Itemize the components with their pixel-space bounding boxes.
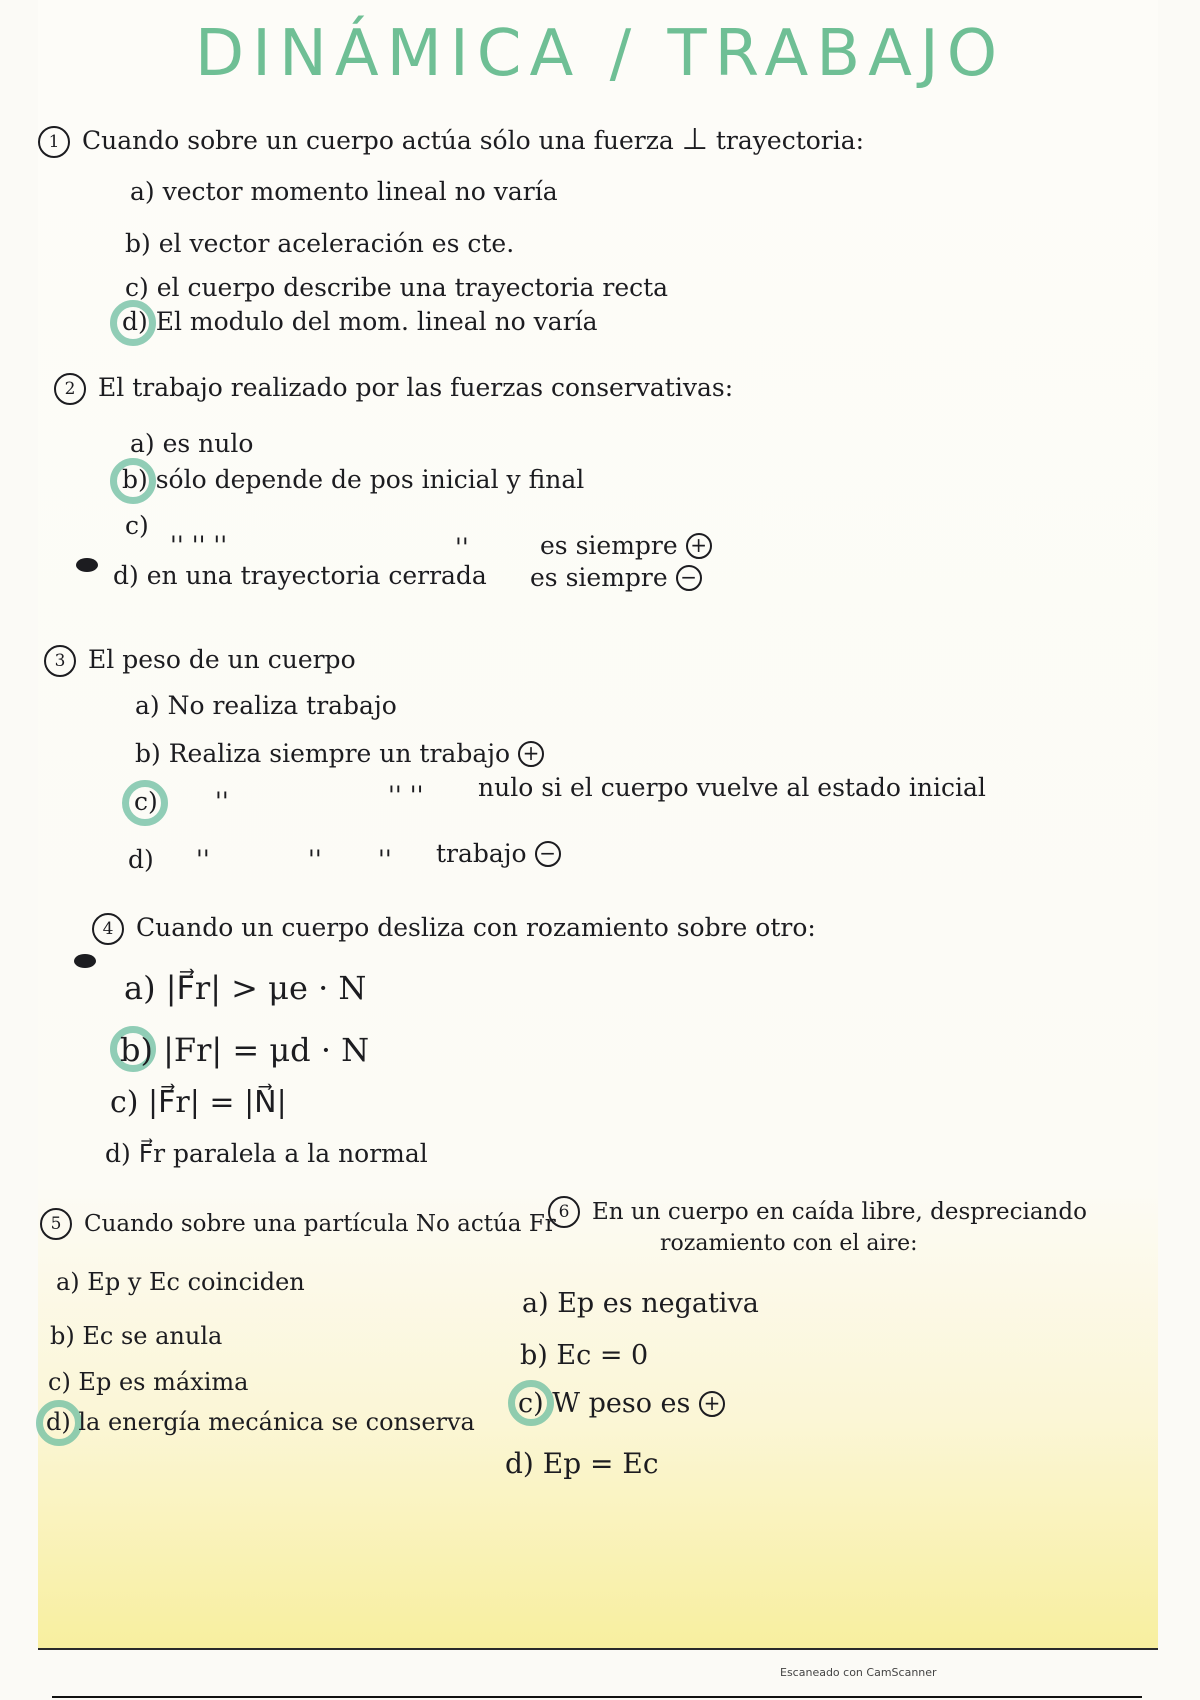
q4-option-b: b) |Fr| = μd · N bbox=[120, 1031, 370, 1069]
q6-option-b: b) Ec = 0 bbox=[520, 1340, 649, 1371]
q3-option-d-end bbox=[436, 838, 561, 870]
question-3-text: El peso de un cuerpo bbox=[88, 645, 356, 674]
q6-option-c-text: c) W peso es bbox=[518, 1388, 691, 1419]
question-5-text: Cuando sobre una partícula No actúa Fr bbox=[84, 1211, 556, 1237]
q2-option-c: c) bbox=[125, 511, 149, 540]
q4-option-c: c) |F⃗r| = |N⃗| bbox=[110, 1085, 287, 1120]
q1-option-b: b) el vector aceleración es cte. bbox=[125, 229, 515, 258]
ink-blot bbox=[74, 954, 96, 968]
question-1 bbox=[38, 124, 864, 158]
q2-option-d-end bbox=[530, 562, 702, 594]
question-number-2: 2 bbox=[54, 373, 86, 405]
question-4 bbox=[92, 912, 816, 945]
q1-option-d: d) El modulo del mom. lineal no varía bbox=[122, 307, 598, 336]
q3-option-b bbox=[135, 738, 544, 770]
q2-option-d: d) en una trayectoria cerrada bbox=[113, 561, 487, 590]
q2-ditto-c-end: '' bbox=[455, 533, 469, 562]
minus-sign-icon: − bbox=[535, 841, 561, 867]
question-number-5: 5 bbox=[40, 1208, 72, 1240]
question-4-text: Cuando un cuerpo desliza con rozamiento sobre otro: bbox=[136, 913, 816, 942]
q3-option-b-text: b) Realiza siempre un trabajo bbox=[135, 739, 511, 768]
q3-d-ditto-3: '' bbox=[378, 845, 392, 874]
page-title: DINÁMICA / TRABAJO bbox=[194, 17, 1006, 91]
question-3 bbox=[44, 644, 356, 677]
question-1-text-after: trayectoria: bbox=[715, 126, 865, 155]
plus-sign-icon: + bbox=[699, 1391, 725, 1417]
question-number-3: 3 bbox=[44, 645, 76, 677]
plus-sign-icon: + bbox=[686, 533, 712, 559]
q2-ditto-marks: '' '' '' bbox=[170, 531, 228, 560]
question-6-text-line2: rozamiento con el aire: bbox=[660, 1231, 918, 1256]
question-number-6: 6 bbox=[548, 1196, 580, 1228]
q3-option-d: d) bbox=[128, 845, 154, 874]
q6-option-a: a) Ep es negativa bbox=[522, 1288, 759, 1319]
q6-option-c bbox=[518, 1388, 725, 1420]
q3-option-a: a) No realiza trabajo bbox=[135, 691, 397, 720]
q2-d-end-text: es siempre bbox=[530, 563, 668, 592]
q4-option-d: d) F⃗r paralela a la normal bbox=[105, 1139, 428, 1168]
question-5 bbox=[40, 1208, 556, 1240]
q2-option-a: a) es nulo bbox=[130, 429, 254, 458]
question-6 bbox=[548, 1196, 1087, 1228]
question-number-1: 1 bbox=[38, 126, 70, 158]
q4-option-a: a) |F⃗r| > μe · N bbox=[124, 969, 367, 1007]
ink-blot bbox=[76, 558, 98, 572]
bottom-rule bbox=[52, 1696, 1142, 1698]
question-2-text: El trabajo realizado por las fuerzas conservativas: bbox=[98, 373, 734, 402]
q2-c-end-text: es siempre bbox=[540, 531, 678, 560]
question-number-4: 4 bbox=[92, 913, 124, 945]
q3-option-c: c) bbox=[134, 787, 158, 816]
q2-option-c-end bbox=[540, 530, 712, 562]
perpendicular-symbol: ⊥ bbox=[681, 122, 708, 157]
q3-d-end-text: trabajo bbox=[436, 839, 527, 868]
q5-option-c: c) Ep es máxima bbox=[48, 1368, 249, 1396]
q3-option-c-end: nulo si el cuerpo vuelve al estado inicial bbox=[478, 773, 986, 802]
question-6-text-line1: En un cuerpo en caída libre, despreciando bbox=[592, 1199, 1087, 1225]
q5-option-d: d) la energía mecánica se conserva bbox=[46, 1408, 475, 1436]
question-1-text-before: Cuando sobre un cuerpo actúa sólo una fuerza bbox=[82, 126, 674, 155]
q5-option-b: b) Ec se anula bbox=[50, 1322, 223, 1350]
q1-option-c: c) el cuerpo describe una trayectoria recta bbox=[125, 273, 669, 302]
q3-d-ditto: '' bbox=[196, 845, 210, 874]
q2-option-b: b) sólo depende de pos inicial y final bbox=[122, 465, 585, 494]
q3-c-ditto: '' bbox=[215, 787, 229, 816]
question-2 bbox=[54, 372, 733, 405]
q1-option-a: a) vector momento lineal no varía bbox=[130, 177, 558, 206]
q6-option-d: d) Ep = Ec bbox=[505, 1447, 659, 1480]
q5-option-a: a) Ep y Ec coinciden bbox=[56, 1268, 305, 1296]
q3-c-ditto-2: '' '' bbox=[388, 781, 424, 810]
scanner-watermark: Escaneado con CamScanner bbox=[780, 1666, 937, 1679]
q3-d-ditto-2: '' bbox=[308, 845, 322, 874]
plus-sign-icon: + bbox=[518, 741, 544, 767]
minus-sign-icon: − bbox=[676, 565, 702, 591]
